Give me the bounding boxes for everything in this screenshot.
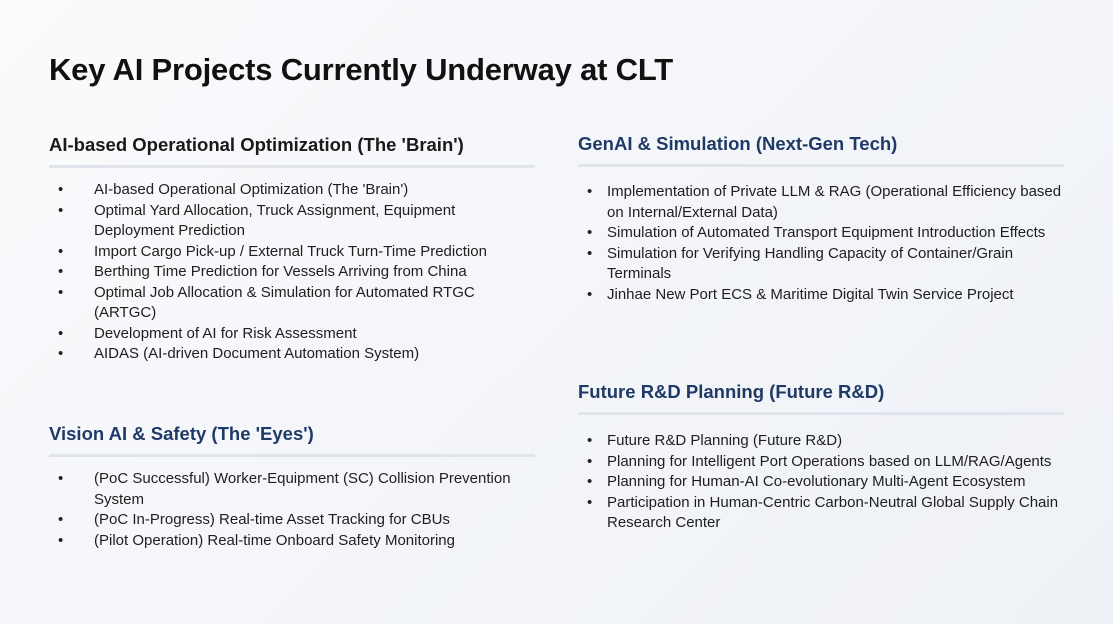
list-item: • Optimal Job Allocation & Simulation for Automated RTGC (ARTGC) xyxy=(49,283,535,324)
list-item: • Development of AI for Risk Assessment xyxy=(49,324,535,345)
slide-title: Key AI Projects Currently Underway at CLT xyxy=(49,52,674,87)
list-item: • Simulation of Automated Transport Equipment Introduction Effects xyxy=(578,223,1064,244)
list-item: • Participation in Human-Centric Carbon-Neutral Global Supply Chain Research Center xyxy=(578,493,1064,534)
section-future-rnd xyxy=(578,381,1064,534)
section-vision-ai-safety xyxy=(49,423,535,551)
list-item: • Berthing Time Prediction for Vessels Arriving from China xyxy=(49,262,535,283)
list-item: • (Pilot Operation) Real-time Onboard Safety Monitoring xyxy=(49,531,535,552)
section-genai-simulation xyxy=(578,133,1064,305)
list-item: • Jinhae New Port ECS & Maritime Digital Twin Service Project xyxy=(578,285,1064,306)
list-item: • Optimal Yard Allocation, Truck Assignment, Equipment Deployment Prediction xyxy=(49,201,535,242)
list-item: • Simulation for Verifying Handling Capacity of Container/Grain Terminals xyxy=(578,244,1064,285)
section-heading: Future R&D Planning (Future R&D) xyxy=(578,381,1064,415)
section-operational-optimization xyxy=(49,134,535,365)
list-item: • AIDAS (AI-driven Document Automation System) xyxy=(49,344,535,365)
section-heading: AI-based Operational Optimization (The 'Brain') xyxy=(49,134,535,168)
bullet-list xyxy=(578,431,1064,534)
list-item: • Implementation of Private LLM & RAG (Operational Efficiency based on Internal/External Data) xyxy=(578,182,1064,223)
bullet-list xyxy=(578,182,1064,305)
bullet-list xyxy=(49,180,535,365)
list-item: • Import Cargo Pick-up / External Truck Turn-Time Prediction xyxy=(49,242,535,263)
section-heading: GenAI & Simulation (Next-Gen Tech) xyxy=(578,133,1064,167)
bullet-list xyxy=(49,469,535,551)
section-heading: Vision AI & Safety (The 'Eyes') xyxy=(49,423,535,457)
list-item: • AI-based Operational Optimization (The 'Brain') xyxy=(49,180,535,201)
list-item: • Planning for Intelligent Port Operations based on LLM/RAG/Agents xyxy=(578,452,1064,473)
list-item: • Planning for Human-AI Co-evolutionary Multi-Agent Ecosystem xyxy=(578,472,1064,493)
list-item: • (PoC In-Progress) Real-time Asset Tracking for CBUs xyxy=(49,510,535,531)
list-item: • Future R&D Planning (Future R&D) xyxy=(578,431,1064,452)
list-item: • (PoC Successful) Worker-Equipment (SC) Collision Prevention System xyxy=(49,469,535,510)
